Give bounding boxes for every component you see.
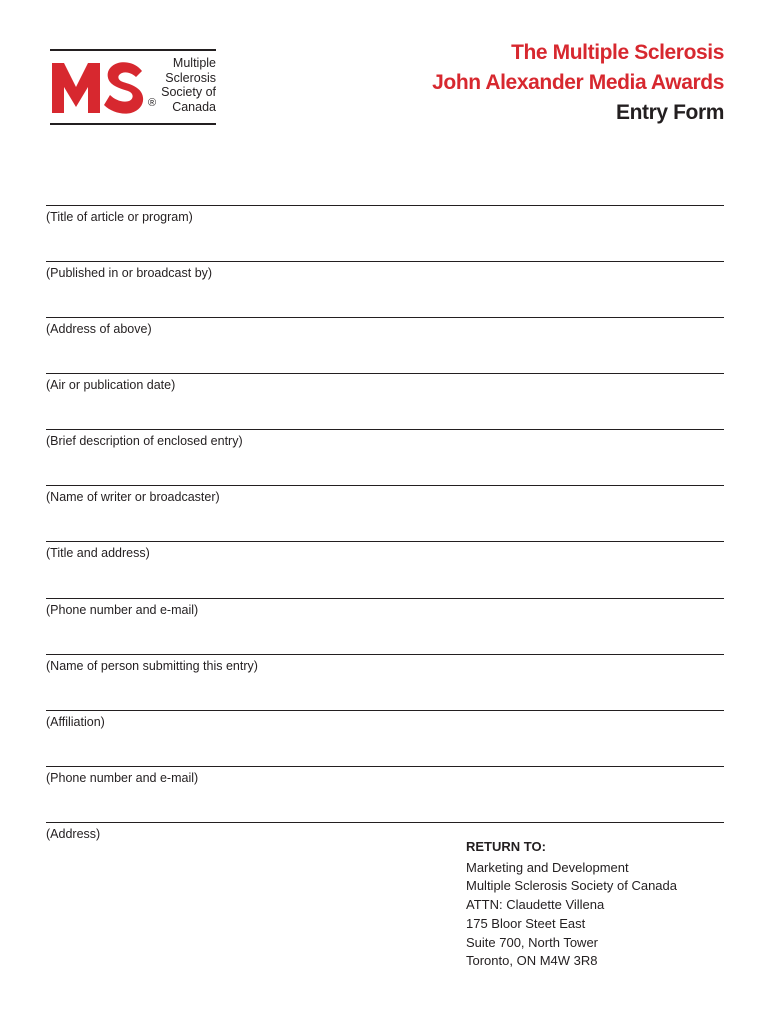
return-to-block — [466, 838, 677, 971]
field-line[interactable] — [46, 822, 724, 823]
field-label: (Affiliation) — [46, 715, 105, 729]
field-line[interactable] — [46, 541, 724, 542]
return-line: Marketing and Development — [466, 859, 629, 875]
field-label: (Address of above) — [46, 322, 152, 336]
field-title-of-article[interactable] — [46, 205, 724, 224]
return-line: ATTN: Claudette Villena — [466, 897, 605, 913]
field-label: (Phone number and e-mail) — [46, 771, 199, 785]
field-line[interactable] — [46, 598, 724, 599]
field-air-date[interactable] — [46, 373, 724, 392]
field-brief-description[interactable] — [46, 429, 724, 448]
field-line[interactable] — [46, 429, 724, 430]
return-to-heading: RETURN TO: — [466, 839, 546, 854]
field-line[interactable] — [46, 261, 724, 262]
field-label: (Address) — [46, 827, 101, 841]
field-affiliation[interactable] — [46, 710, 724, 729]
field-label: (Title and address) — [46, 546, 150, 560]
field-label: (Phone number and e-mail) — [46, 603, 199, 617]
logo-org-line-2: Sclerosis — [165, 70, 216, 85]
logo-org-name — [161, 56, 216, 114]
form-header — [432, 38, 724, 128]
logo-org-line-4: Canada — [172, 99, 216, 114]
field-writer-name[interactable] — [46, 485, 724, 504]
return-line: Suite 700, North Tower — [466, 934, 598, 950]
field-line[interactable] — [46, 654, 724, 655]
field-submitter-name[interactable] — [46, 654, 724, 673]
field-line[interactable] — [46, 766, 724, 767]
return-line: Toronto, ON M4W 3R8 — [466, 953, 598, 969]
field-label: (Name of writer or broadcaster) — [46, 490, 220, 504]
field-label: (Name of person submitting this entry) — [46, 659, 258, 673]
field-submitter-phone-email[interactable] — [46, 766, 724, 785]
title-line-1: The Multiple Sclerosis — [511, 41, 724, 64]
title-line-2: John Alexander Media Awards — [432, 71, 724, 94]
field-address-of-above[interactable] — [46, 317, 724, 336]
logo-bottom-rule — [50, 123, 216, 125]
return-line: 175 Bloor Steet East — [466, 915, 586, 931]
field-line[interactable] — [46, 373, 724, 374]
field-published-in[interactable] — [46, 261, 724, 280]
field-writer-phone-email[interactable] — [46, 598, 724, 617]
field-line[interactable] — [46, 485, 724, 486]
field-line[interactable] — [46, 317, 724, 318]
logo-org-line-1: Multiple — [172, 56, 216, 70]
field-label: (Title of article or program) — [46, 210, 193, 224]
form-title: Entry Form — [615, 101, 724, 124]
ms-logo-mark-icon — [50, 57, 146, 119]
logo-org-line-3: Society of — [161, 85, 216, 99]
field-label: (Published in or broadcast by) — [46, 266, 213, 280]
field-label: (Air or publication date) — [46, 378, 176, 392]
field-line[interactable] — [46, 710, 724, 711]
registered-mark: ® — [148, 97, 157, 109]
return-line: Multiple Sclerosis Society of Canada — [466, 878, 677, 894]
logo-top-rule — [50, 49, 216, 51]
field-title-and-address[interactable] — [46, 541, 724, 560]
field-line[interactable] — [46, 205, 724, 206]
field-label: (Brief description of enclosed entry) — [46, 434, 243, 448]
ms-society-logo — [50, 49, 216, 127]
